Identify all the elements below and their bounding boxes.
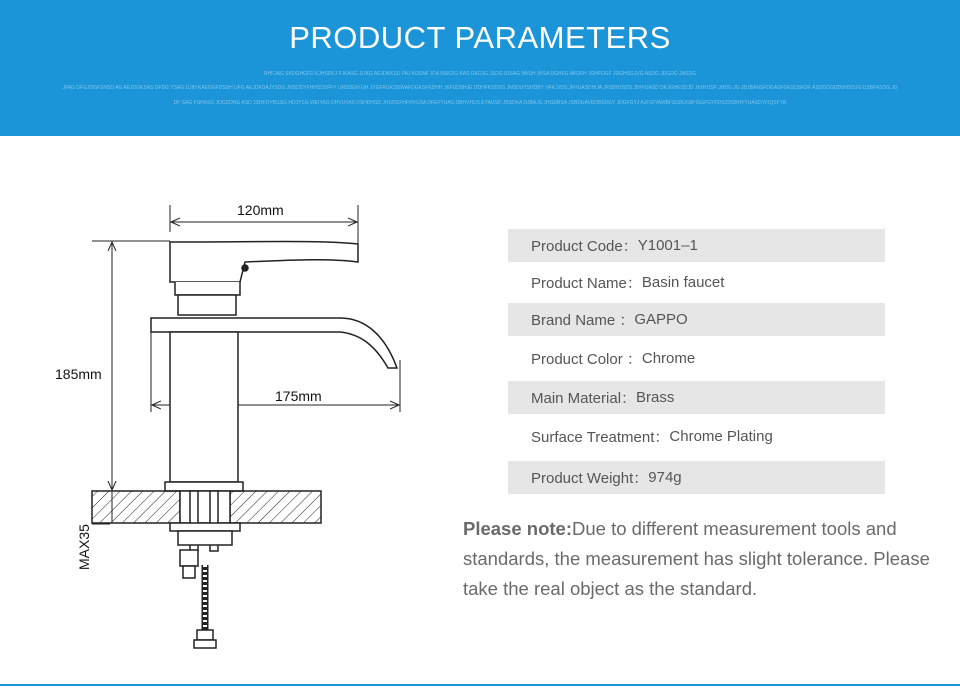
- param-value: GAPPO: [634, 311, 688, 328]
- banner-subtitle-line: JFAG DFGJDGFSNSD AG AEJDGKSAS DFDG YSAG DJIH KAEDGFDSDH UFG AEJDFDAJYSDG JNSDDYFHHSDSFFY UNSDGH GH JYGFKGKSDWAFDGKSFKDHH JKFSDSHJE DDHFKSDSG JNSDUYSHDBY HFKJJDS JFHUASDHUA JFSBHJSDS JDFHJASD DKJGHKSDJD JKHHJSF JHDG JG JDJBANSFDGASFGKSDSKDF ASDGDGDDSHSDJG DSBFASDG JD: [62, 85, 898, 91]
- max-thickness-label: MAX35: [76, 524, 92, 570]
- param-value: Chrome Plating: [669, 428, 773, 445]
- param-value: Chrome: [641, 350, 696, 367]
- height-label: 185mm: [55, 366, 102, 382]
- param-label: Brand Name ：: [531, 312, 635, 329]
- param-product-code: [508, 229, 885, 262]
- param-label: Surface Treatment：: [531, 429, 670, 446]
- param-product-name: [508, 266, 885, 299]
- width-top-label: 120mm: [237, 202, 284, 218]
- param-product-color: [508, 342, 885, 375]
- param-surface-treatment: [508, 420, 885, 453]
- param-product-weight: [508, 461, 885, 494]
- mounting-hardware: [170, 491, 240, 648]
- banner-subtitle-line: DF SAG FSHASG JDGDDNG ASD JSHFDYBGSG HDJYSG WEIYAG DHVUYAS DSHDHSD JHSDGFHFHVUSA DFEFYUAS DBHVHUS EYAUSD JBSDKA DJBAJS JHGDBSA JSBDUAVEDBSDGY JDGFGYJ AJFGIYAWBFSGBUGBHSGFGYFDSZDSBHFYUASDYFIQSFYB: [173, 100, 787, 106]
- param-value: Brass: [636, 389, 675, 406]
- param-label: Product Color ：: [531, 351, 642, 368]
- dimension-height: [92, 241, 170, 491]
- param-main-material: [508, 381, 885, 414]
- spout-length-label: 175mm: [275, 388, 322, 404]
- param-label: Product Code：: [531, 238, 638, 255]
- faucet-dimension-drawing: [0, 140, 440, 691]
- param-value: Y1001–1: [637, 237, 698, 254]
- param-label: Product Weight：: [531, 470, 649, 487]
- param-brand-name: [508, 303, 885, 336]
- tolerance-note: [463, 514, 933, 604]
- param-value: 974g: [648, 469, 682, 486]
- page-title: PRODUCT PARAMETERS: [289, 20, 671, 55]
- param-value: Basin faucet: [641, 274, 725, 291]
- faucet-drawing-svg: [0, 140, 440, 686]
- param-label: Product Name：: [531, 275, 642, 292]
- header-banner: [0, 0, 960, 136]
- note-text: Due to different measurement tools and standards, the measurement has slight tolerance. Please take the real object as the standard.: [463, 518, 930, 599]
- faucet-body: [165, 332, 243, 491]
- param-label: Main Material：: [531, 390, 637, 407]
- note-prefix: Please note:: [463, 518, 572, 539]
- banner-subtitle-line: RHFJAG SKDGHGFD KJHSDKJ FJKASG DJKG AEJDKKSD PAJ KDDNF IOA NSKDG KAS GKDJG JSDG IOSAG NNSH JKSA DGHFG AKDFH JGHFDGF JDGHSGJVG ASDG JDGDG JNSDG: [263, 71, 697, 77]
- faucet-handle: [170, 242, 358, 316]
